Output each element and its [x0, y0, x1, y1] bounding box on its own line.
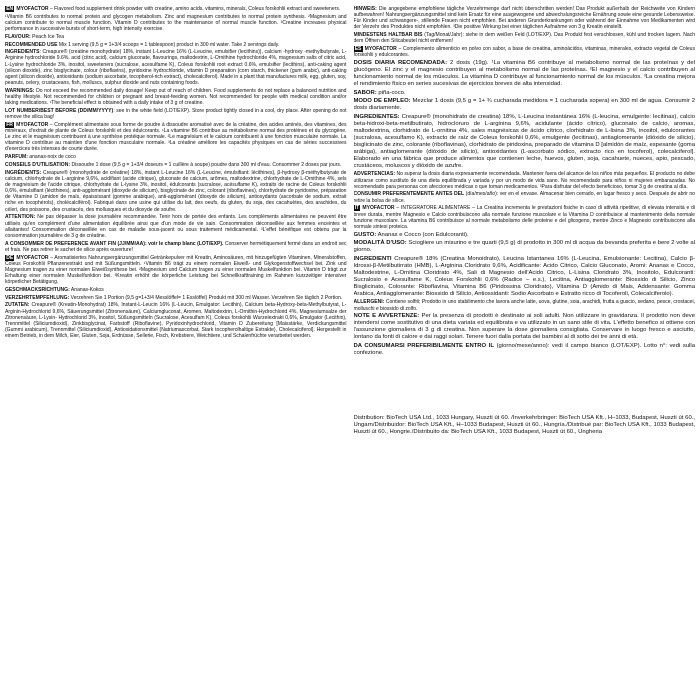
section-heading: MYOFACTOR: [362, 205, 395, 212]
section-body: Mix 1 serving (9,5 g = 1+3/4 scoops = 1 tablespoon) product in 300 ml water. Take 2 servings daily.: [57, 41, 280, 48]
section-heading: MINDESTENS HALTBAR BIS: [353, 32, 423, 39]
section-conseils-d-utilisation: [5, 162, 347, 168]
section-attention: [5, 214, 347, 239]
section-heading: INGREDIENTS: [5, 49, 40, 56]
section-myofactor: [5, 122, 347, 153]
section-allergeni: [354, 299, 696, 311]
distribution-text: [354, 415, 696, 436]
section-body: Ananas-Kokos: [69, 286, 104, 293]
section-body: (giorno/mese/anno): vedi il campo bianco (LOT/EXP). Lotto n°: vedi sulla confezione.: [353, 342, 695, 356]
section-heading: INGREDIENTI: [353, 255, 392, 262]
section-ingr-dients: [5, 170, 347, 213]
section-heading: DA CONSUMARSI PREFERIBILMENTE ENTRO IL: [353, 342, 494, 349]
section-body: Contiene solfiti; Prodotto in uno stabilimento che lavora anche latte, uova, glutine, soia, arachidi, frutta a guscio, sedano, pesce, crostacei, molluschi e biossido di zolfo.: [353, 299, 695, 312]
section-heading: MYOFACTOR: [364, 46, 397, 53]
section-heading: SABOR:: [353, 89, 377, 96]
section-modalit-d-uso: [354, 240, 696, 254]
section-body: Die angegebene empfohlene tägliche Verzehrmenge darf nicht überschritten werden! Das Produkt außerhalb der Reichweite von Kindern aufbewahren! Nahrungsergänzungsmittel sind kein Ersatz für eine ausgewogene und abwechslungsreiche Ernährung sowie eine gesunde Lebensweise. Für Kinder und schwangere-, stillende Frauen nicht empfohlen. Bei anderen Grunderkrankungen oder während der Einnahme von Medikamenten wird der Verzehr des Produktes nicht empfohlen. ³Die positive Wirkung bei einer täglichen Aufnahme von 3 g Kreatin einstellt.: [353, 6, 695, 31]
language-badge: IT: [354, 205, 360, 212]
section-da-consumarsi-preferibilmente-entro-il: [354, 343, 696, 357]
section-heading: MODO DE EMPLEO:: [353, 98, 411, 105]
section-heading: PARFUM:: [5, 154, 28, 161]
section-flavour: [5, 34, 347, 40]
section-heading: FLAVOUR:: [5, 33, 31, 40]
section-myofactor: [5, 255, 347, 286]
section-body: – INTEGRATORE ALIMENTARE – La Creatina incrementa le prestazioni fisiche in caso di attività ripetitive, di elevata intensità e di breve durata, mentre Magnesio e Calcio contribuiscono alla normale funzione muscolare e la Vitamina D contribuisce al mantenimento della normale funzione muscolare. La vitamina B6 contribuisce al normale metabolismo delle proteine e del glicogeno, mentre Zinco e Magnesio contribuiscono alla normale sintesi proteica.: [353, 205, 695, 230]
language-badge: DE: [6, 254, 14, 261]
section-body: – Aromatisiertes Nahrungsergänzungsmittel Getränkepulver mit Kreatin, Aminosäuren, mit hinzugefügten Vitaminen, Mineralstoffen, Coleus Forskohlii Pflanzenextrakt und mit Süßungsmitteln. ¹Vitamin B6 trägt zu einem normalen Eiweiß- und Glykogenstoffwechsel bei. Zink und Magnesium tragen zu einer normalen Eiweißsynthese bei. ²Magnesium und Calcium tragen zu einer normalen Muskelfunktion bei. Vitamin D trägt zur Erhaltung einer normalen Muskelfunktion bei. ³Kreatin erhöht die körperliche Leistung bei Schnellkrafttraining im Rahmen kurzzeitiger intensiver körperlicher Betätigung.: [5, 254, 347, 286]
section-dosis-diaria-recomendada: [354, 60, 696, 88]
section-body: : see in the white field (LOT/EXP). Store product tightly closed in a cool, dry place. After opening do not remove the silica bag!: [5, 107, 347, 121]
section-heading: MODALITÀ D'USO:: [353, 240, 407, 247]
section-heading: GUSTO:: [353, 231, 377, 238]
section-sabor: [354, 90, 696, 97]
section-body: (día/mes/año): ver en el envase. Almacenar bien cerrado, en lugar fresco y seco. Después de abrir no retire la bolsa de sílice.: [353, 191, 695, 204]
section-myofactor: [354, 46, 696, 58]
section-heading: MYOFACTOR: [16, 254, 49, 261]
language-badge: EN: [6, 6, 14, 12]
section-hinweis: [354, 6, 696, 31]
section-body: Sciogliere un misurino e tre quarti (9,5 g) di prodotto in 300 ml di acqua da bevanda preferita e bere 2 volte al giorno.: [353, 240, 695, 254]
paragraph: [5, 14, 347, 32]
section-heading: INGREDIENTES:: [353, 113, 400, 120]
section-geschmacksrichtung: [5, 287, 347, 293]
section-myofactor: [5, 6, 347, 12]
section-heading: RECOMMENDED USE: [5, 41, 58, 48]
section-body: – Complemento alimenticio en polvo con sabor, a base de creatina, aminoácidos, vitaminas, minerales, extracto vegetal de Coleus forskohlii y edulcorantes.: [353, 46, 695, 59]
section-recommended-use: [5, 42, 347, 48]
section-body: Peach Ice Tea: [30, 33, 64, 40]
section-zutaten: [5, 302, 347, 339]
section-heading: WARNINGS:: [5, 87, 35, 94]
section-heading: MYOFACTOR: [16, 121, 49, 128]
section-body: – Flavored food supplement drink powder with creatine, amino acids, vitamins, minerals, Coleus forskohlii extract and sweeteners.: [48, 6, 341, 12]
section-verzehrtempfehlung: [5, 295, 347, 301]
section-myofactor: [354, 205, 696, 230]
section-body: piña-coco.: [376, 89, 406, 96]
right-column: [354, 6, 696, 697]
section-body: Per la presenza di prodotti è destinato ai soli adulti. Non utilizzare in gravidanza. Il prodotto non deve intendersi come sostitutivo di una dieta variata ed equilibrata e va utilizzato in un sano stile di vita. L'effetto benefico si ottiene con l'assunzione giornaliera di 3 g di creatina. Non superare la dose giornaliera consigliata. Conservare in luogo fresco e asciutto, lontano da fonti di calore e dai raggi solari. Tenere fuori dalla portata dei bambini al di sotto dei tre anni di età.: [353, 313, 695, 341]
section-body: ¹Vitamin B6 contributes to normal protein and glycogen metabolism. Zinc and magnesium contributes to normal protein synthesis. ²Magnesium and calcium contribute to normal muscle function. Vitamin D contributes to the maintenance of normal muscle function. ³Creatine increases physical performance in successive bursts of short-term, high intensity exercise.: [5, 13, 347, 33]
section-advertencias: [354, 171, 696, 189]
language-badge: FR: [6, 121, 13, 128]
section-heading: A CONSOMMER DE PREFERENCE AVANT FIN (JJ/MM/AA): voir le champ blanc (LOT/EXP).: [5, 240, 224, 247]
section-lot-number-best-before-dd-mm-yyyy: [5, 108, 347, 120]
section-gusto: [354, 232, 696, 239]
section-heading: ZUTATEN:: [5, 302, 30, 309]
section-body: Ne pas dépasser la dose journalière recommandée. Tenir hors de portée des enfants. Les compléments alimentaires ne peuvent être utilisés qu'en complément d'une alimentation équilibrée ainsi que d'un mode de vie sain. Consommation déconseillée aux femmes enceintes et allaitantes! Consommation déconseillée en cas de maladie sous-jacent ou sous traitement médicamental. ³L'effet bénéfique est obtenu par la consommation journalière de 3 g de créatine.: [5, 214, 347, 239]
section-consumir-preferentemente-antes-del: [354, 191, 696, 203]
section-heading: ADVERTENCIAS:: [353, 171, 395, 178]
section-body: Dissoudre 1 dose (9,5 g = 1+3/4 doseurs = 1 cuillère à soupe) poudre dans 300 ml d'eau. Consommer 2 doses par jours.: [70, 161, 342, 168]
section-heading: LOT NUMBER/BEST BEFORE (DD/MM/YYYY): [5, 107, 114, 114]
section-body: Conserver hermétiquement fermé dans un endroit sec et frais. Ne pas retirer le sachet de silice après ouverture!: [5, 240, 347, 253]
section-heading: MYOFACTOR: [16, 6, 49, 12]
section-heading: VERZEHRTEMPFEHLUNG:: [5, 294, 70, 301]
section-body: : Creapure® (creatine monohydrate) 18%, instant L-Leucine 16% (L-Leucine, emulsifier (lecithins)), calcium -hydroxy -methylbutyrate, L-Arginine hydrochloride 9.6%, acid (citric acid), calcium gluconate, flavourings, maltodextrin, L-Ornithine hydrochloride 4%, magnesium salts of citric acid, L-Lysine hydrochloride 3%, inositol, sweeteners (sucralose, acesulfame K), Coleus forskohlii root extract 0.6%, emulsifier (lecithins), anti-caking agent (silicon dioxide), zinc bisglycinate, colour (riboflavins), pyridoxine hydrochloride, vitamin D preparation (corn starch, thickener (gum arabic), anti-caking agent (silicon dioxide), antioxidants (sodium ascorbate, tocopherol-rich extract), cholecalciferol). Made in a plant that manufactures milk, egg, gluten, soy, peanuts, celery, crustaceans, fish, molluscs, sulphur dioxide and nuts containing foods.: [5, 49, 347, 87]
section-heading: CONSEILS D'UTILISATION:: [5, 161, 71, 168]
section-heading: CONSUMIR PREFERENTEMENTE ANTES DEL: [353, 191, 465, 198]
section-heading: DOSIS DIARIA RECOMENDADA:: [353, 60, 448, 67]
section-ingredientes: [354, 114, 696, 170]
section-ingredienti: [354, 256, 696, 298]
section-warnings: [5, 88, 347, 106]
section-body: – Complément alimentaire sous forme de poudre à dissoudre aromatisé avec de la créatine, des acides aminés, des vitamines, des minéraux, d'extrait de plante de Coleus forskohlii et des édulcorants. ¹La vitamine B6 contribue au métabolisme normal des protéines et du glycogène. Le zinc et le magnésium contribuent à une synthèse protéique normale. ²Le magnésium et le calcium contribuent à une fonction musculaire normale. La vitamine D contribue au maintien d'une fonction musculaire normale. ³La créatine améliore les capacités physiques en cas de séries successives d'exercices très intenses de courte durée.: [5, 121, 347, 153]
section-body: Distribution: BioTech USA Ltd., 1033 Hungary, Huszti út 60. /Inverkehrbringer: BioTech USA Kft., H–1033, Budapest, Huszti út 60., Ungarn/Distribuidor: BioTech USA Kft., H–1033 Budapest, Huszti út 60., Hungría./Distribué par: BioTech USA Kft., 1033 Budapest, Huszti út 60., Hongrie./Distribuito da: BioTech USA Kft., 1033 Budapest, Huszti út 60., Ungheria: [353, 414, 695, 435]
section-body: Verzehren Sie 1 Portion (9,5 g=1+3/4 Messlöffel= 1 Esslöffel) Produkt mit 300 ml Wasser. Verzehren Sie täglich 2 Portion.: [69, 294, 343, 301]
section-heading: NOTE E AVVERTENZE:: [353, 313, 420, 320]
section-body: No superar la dosis diaria expresamente recomendada. Mantener fuera del alcance de los niños más pequeños. El producto no debe utilizarse como sustituto de una dieta equilibrada y variada y por un modo de vida sano. No recomendado para niños ni mujeres embarazadas. No recomendado para personas con afecciones médicas o que toman medicamentos. ³Para disfrutar del efecto beneficioso, tomar 3 g de creatina al día.: [353, 171, 695, 190]
section-body: Creapure® (Kreatin-Monohydrat) 18%, Instant-L-Leucin 16% (L-Leucin, Emulgator: Lecithin), Calcium beta-Hydroxy-beta-Methylbutyrat, L-Arginin-Hydrochlorid 9,6%, Säuerungsmittel (Zitronensäure), Calciumgluconat, Aromen, Maltodextrin, L-Ornithin-Hydrochlorid 4%, Magnesiumsalze der Zitronensäure, L-Lysin- Hydrochlorid 3%, Inositol, Süßungsmitteln (Sucralose, Acesulfam K), Coleus forskohlii Wurzelextrakt 0,6%, Emulgator (Lecithin), Trennmittel (Siliciumdioxid), Zinkbisglycinat, Farbstoff (Riboflavine), Pyridoxinhydrochlorid, Vitamin D Zubereitung [Maisstärke, Verdickungsmittel (Gummi arabicum), Trennmittel (Siliciumdioxid), Antioxidationsmittel (Natriumascorbat, Stark tocopherolhaltige Extrakte), Cholecalciferol]. Hergestellt in einem Betrieb, in dem Milch, Eier, Gluten, Soja, Erdnüsse, Sellerie, Fisch, Krebstiere, Weichtiere, und Schalenfrüchte verarbeitet werden.: [5, 302, 347, 340]
section-heading: ALLERGENI:: [353, 299, 385, 306]
section-modo-de-empleo: [354, 98, 696, 112]
section-body: Creapure® 18% (Creatina Monoidrato), Leucina Istantanea 16% (L-Leucina, Emulsionante: Lecitina), Calcio β-Idrossi-β-Metilbutirrato (HMB), L-Arginina Cloridrato 9,6%, Acidificante: Acido Citrico, Calcio Gluconato, Aromi: Ananas e Cocco, Maltodestrine, L-Ornitina Cloridrato 4%, Sali di Magnesio dell'Acido Citrico, L-Lisina Cloridrato 3%, Inositolo, Edulcoranti: Sucralosio e Acesulfame K, Coleus Forskohlii 0,6% (Radice – e.s.), Lecitina, Antiagglomerante: Biossido di Silicio, Zinco Bisglicinato, Colorante: Riboflavina, Vitamina B6 (Piridossina Cloridrato), Vitamina D (Amido di Mais, Addensante: Gomma Arabica, Antiagglomerante: Biossido di Silicio, Antiossidanti: Sodio Ascorbato e Estratto ricco di Tocoferoli, Colecalciferolo).: [353, 255, 695, 297]
section-body: Mezclar 1 dosis (9,5 g = 1+ ¾ cucharada medidora = 1 cucharada sopera) en 300 ml de agua. Consumir 2 dosis diariamente.: [353, 98, 695, 112]
left-column: [5, 6, 347, 697]
section-note-e-avvertenze: [354, 313, 696, 341]
section-body: Creapure® (monohidrato de creatina) 18%, L-Leucina instantánea 16% (L-leucina, emulgente: lecitinas), calcio beta-hidroxi-beta-metilbutirato, hidrocloruro de L-arginina 9,6%, acidulante (ácido cítrico), gluconato de calcio, aromas, maltodextrina, clorhidrato de L-ornitina 4%, sales magnésicas de ácido cítrico, clorhidrato de L-lisina 3%, inositol, edulcorantes (sucralosa, acesulfamo K), extracto de raíz de Coleus forskohlii 0,6%, emulgente (lecitinas), antiaglomerante (dióxido de silicio), bisglicinato de zinc, colorante (riboflavinas), clorhidrato de piridoxina, preparado de vitamina D [almidón de maíz, espesante (goma arábiga), antiaglomerante (dióxido de silicio), antioxidantes (L-ascorbato sódico, extracto rico en tocoferol), colecalciferol]. Elaborado en una fábrica que produce alimentos que contienen leche, huevos, gluten, soja, cacahuete, nueces, apio, pescado, crustáceos, moluscos y dióxido de azufre.: [353, 113, 695, 169]
section-body: Creapure® (monohydrate de créatine) 18%, instant L-Leucine 16% (L-Leucine, émulsifiant: lécithines), β-hydroxy β-méthylbutyrate de calcium, chlorhydrate de L-arginine 9,6%, acidifiant (acide citrique), gluconate de calcium, arômes, maltodextrine, chlorhydrate de L-Ornithine 4%, sels de magnésium de l'acide citrique, chlorhydrate de L-lysine 3%, inositol, édulcorants (sucralose, acésulfame K), extraits de racine de Coleus forskohlii 0,6%, émulsifiant (lécithines), anti-agglomérant (dioxyde de silicium), bisglycinate de zinc, colorant (riboflavines), chlorhydrate de pyridoxine, préparation de Vitamine D (amidon de maïs, épaississant (gomme arabique), anti-agglomérant (dioxyde de silicium), antioxydants (ascorbate de sodium, extrait riche en tocophérols), cholécalciférol). Fabriqué dans une usine qui utilise du lait, des oeufs, du gluten, du soja, des cacahuètes, des arachides, du céleri, des poissons, des crustacés, des mollusques et du dioxyde de soufre.: [5, 169, 347, 213]
section-body: 2 dosis (19g). ¹La vitamina B6 contribuye al metabolismo normal de las proteínas y del glucógeno. El zinc y el magnesio contribuyen al metabolismo normal de las proteínas. ²El magnesio y el calcio contribuyen al funcionamiento normal de los músculos. La vitamina D contribuye al funcionamiento normal de los músculos. ³La creatina mejora el rendimiento físico en series sucesivas de ejercicios breves de alta intensidad.: [353, 60, 695, 88]
section-ingredients: [5, 49, 347, 86]
section-heading: GESCHMACKSRICHTUNG:: [5, 286, 70, 293]
section-body: Do not exceed the recommended daily dosage! Keep out of reach of children. Food supplements do not replace a balanced nutrition and healthy lifestyle. Not recommended for children or pregnant and breast-feeding women. Not recommended for people with medical condition and/or taking medications. ¹The beneficial effect is obtained with a daily intake of 3 g of creatine.: [5, 87, 347, 107]
section-heading: HINWEIS:: [353, 6, 377, 12]
section-heading: ATTENTION:: [5, 214, 36, 221]
section-body: Ananas e Cocco (con Edulcoranti).: [376, 231, 469, 238]
section-parfum: [5, 154, 347, 160]
section-heading: INGRÉDIENTS:: [5, 169, 42, 176]
section-a-consommer-de-preference-avant-fin-jj-mm-aa-voir-le-champ-blanc-lot-exp: [5, 241, 347, 253]
section-body: (Tag/Monat/Jahr): siehe in dem weißen Feld (LOT/EXP). Das Produkt fest verschlossen, kühl und trocken lagern. Nach dem Öffnen den Silicabeutel nicht entfernen!: [353, 32, 695, 45]
language-badge: ES: [354, 46, 362, 53]
section-mindestens-haltbar-bis: [354, 32, 696, 44]
section-body: ananas-noix de coco: [27, 154, 76, 161]
